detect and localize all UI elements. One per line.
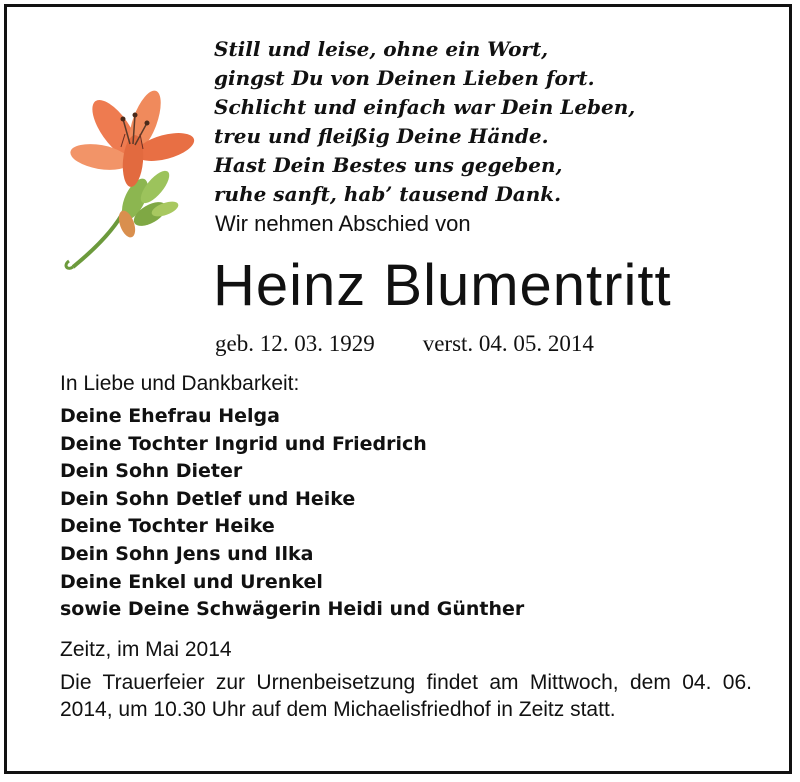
ceremony-info: Die Trauerfeier zur Urnenbeisetzung findet am Mittwoch, dem 04. 06. 2014, um 10.30 Uhr auf dem Michaelisfriedhof in Zeitz statt. <box>60 671 752 721</box>
birth-date: geb. 12. 03. 1929 <box>215 331 375 356</box>
life-dates <box>215 331 594 357</box>
poem <box>214 35 635 209</box>
family-member: Dein Sohn Jens und Ilka <box>60 542 314 565</box>
family-member: Dein Sohn Dieter <box>60 460 243 483</box>
family-member: Dein Sohn Detlef und Heike <box>60 487 356 510</box>
poem-line: Hast Dein Bestes uns gegeben, <box>214 153 563 177</box>
family-member: sowie Deine Schwägerin Heidi und Günther <box>60 598 525 621</box>
lily-flower-icon <box>55 89 205 279</box>
family-member: Deine Tochter Heike <box>60 515 275 538</box>
poem-line: treu und fleißig Deine Hände. <box>214 124 549 148</box>
love-line: In Liebe und Dankbarkeit: <box>60 372 300 395</box>
family-member: Deine Tochter Ingrid und Friedrich <box>60 432 427 455</box>
deceased-name: Heinz Blumentritt <box>213 253 672 318</box>
farewell-line: Wir nehmen Abschied von <box>215 211 471 236</box>
family-member: Deine Enkel und Urenkel <box>60 570 323 593</box>
poem-line: gingst Du von Deinen Lieben fort. <box>214 66 595 90</box>
obituary-frame <box>4 4 792 774</box>
family-list <box>60 403 524 624</box>
place-date: Zeitz, im Mai 2014 <box>60 638 232 661</box>
death-date: verst. 04. 05. 2014 <box>422 331 594 356</box>
poem-line: Schlicht und einfach war Dein Leben, <box>214 95 636 119</box>
poem-line: ruhe sanft, hab’ tausend Dank. <box>214 182 562 206</box>
poem-line: Still und leise, ohne ein Wort, <box>214 37 549 61</box>
family-member: Deine Ehefrau Helga <box>60 405 280 427</box>
